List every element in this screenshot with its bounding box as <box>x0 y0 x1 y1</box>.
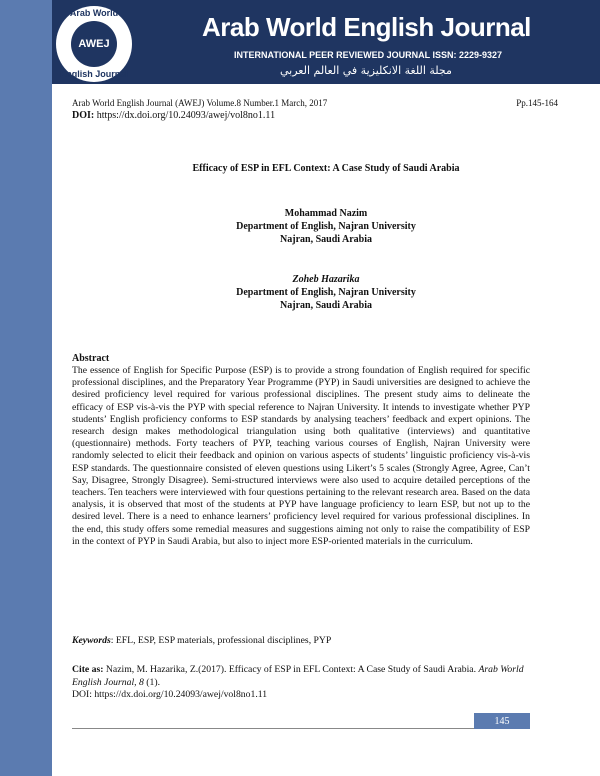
logo-ring-top-text: Arab World <box>69 8 119 18</box>
doi-link[interactable]: https://dx.doi.org/10.24093/awej/vol8no1.11 <box>94 110 276 121</box>
author-name: Mohammad Nazim <box>284 208 368 219</box>
page-number: 145 <box>494 715 510 727</box>
journal-title: Arab World English Journal <box>202 12 531 42</box>
cite-text: Nazim, M. Hazarika, Z.(2017). Efficacy of ESP in EFL Context: A Case Study of Saudi Arabia. <box>103 664 479 675</box>
author-department: Department of English, Najran University <box>236 287 416 298</box>
abstract-heading: Abstract <box>72 353 110 364</box>
cite-journal: Arab World English Journal, 8 <box>72 664 524 688</box>
doi-label: DOI: <box>72 110 95 121</box>
journal-logo <box>56 6 132 82</box>
side-accent-bar <box>0 0 52 776</box>
author-block <box>52 207 600 246</box>
logo-center <box>71 21 117 67</box>
keywords-text: : EFL, ESP, ESP materials, professional disciplines, PYP <box>110 635 332 646</box>
logo-center-text: AWEJ <box>78 38 110 50</box>
author-location: Najran, Saudi Arabia <box>280 300 372 311</box>
footer-divider <box>72 728 530 729</box>
author-block <box>52 273 600 312</box>
journal-banner <box>52 0 600 84</box>
logo-ring-bottom-text: English Journal <box>60 69 128 79</box>
cite-as <box>72 664 530 702</box>
page-number-box <box>474 713 530 729</box>
cite-label: Cite as: <box>72 664 104 675</box>
abstract-body: The essence of English for Specific Purpose (ESP) is to provide a strong foundation of English required for specific professional disciplines, and the Preparatory Year Programme (PYP) in Saudi universities are designed to achieve the desired proficiency level required for various professional disciplines. The present study aims to delineate the efficacy of ESP vis-à-vis the PYP with special reference to Najran University. It intends to investigate whether PYP students’ English proficiency conforms to ESP standards by analysing teachers’ feedback and expert opinions. The research design makes methodological triangulation using both qualitative (interviews) and quantitative (questionnaire) methods. Forty teachers of PYP, teaching various courses of English, Najran University were randomly selected to elicit their feedback and opinion on various aspects of students’ linguistic proficiency vis-à-vis ESP standards. The questionnaire consisted of eleven questions using Likert’s 5 scales (Strongly Agree, Agree, Can’t Say, Disagree, Strongly Disagree). Semi-structured interviews were also used to acquire detailed perceptions of the teachers. Ten teachers were interviewed with four questions pertaining to the relevant research area. Based on the data analysis, it is observed that most of the students at PYP have language proficiency to learn ESP, but not up to the desired level. There is a need to enhance learners’ proficiency level required for various professional disciplines. In the end, this study offers some remedial measures and suggestions aiming not only to raise the compatibility of ESP in the context of PYP in Saudi Arabia, but also to inject more ESP-oriented materials in the curriculum. <box>72 365 530 547</box>
author-name: Zoheb Hazarika <box>292 274 360 285</box>
journal-subtitle: INTERNATIONAL PEER REVIEWED JOURNAL ISSN: 2229-9327 <box>234 50 503 60</box>
keywords <box>72 635 530 646</box>
citation-line: Arab World English Journal (AWEJ) Volume.8 Number.1 March, 2017 <box>72 98 328 108</box>
journal-arabic-title: مجلة اللغة الانكليزية في العالم العربي <box>280 64 452 77</box>
doi-line <box>72 110 275 121</box>
author-department: Department of English, Najran University <box>236 221 416 232</box>
paper-title: Efficacy of ESP in EFL Context: A Case Study of Saudi Arabia <box>192 163 460 174</box>
keywords-label: Keywords <box>72 635 111 646</box>
cite-doi[interactable]: DOI: https://dx.doi.org/10.24093/awej/vol8no1.11 <box>72 689 268 700</box>
cite-issue: (1). <box>143 676 160 688</box>
page-range: Pp.145-164 <box>516 98 558 108</box>
author-location: Najran, Saudi Arabia <box>280 234 372 245</box>
